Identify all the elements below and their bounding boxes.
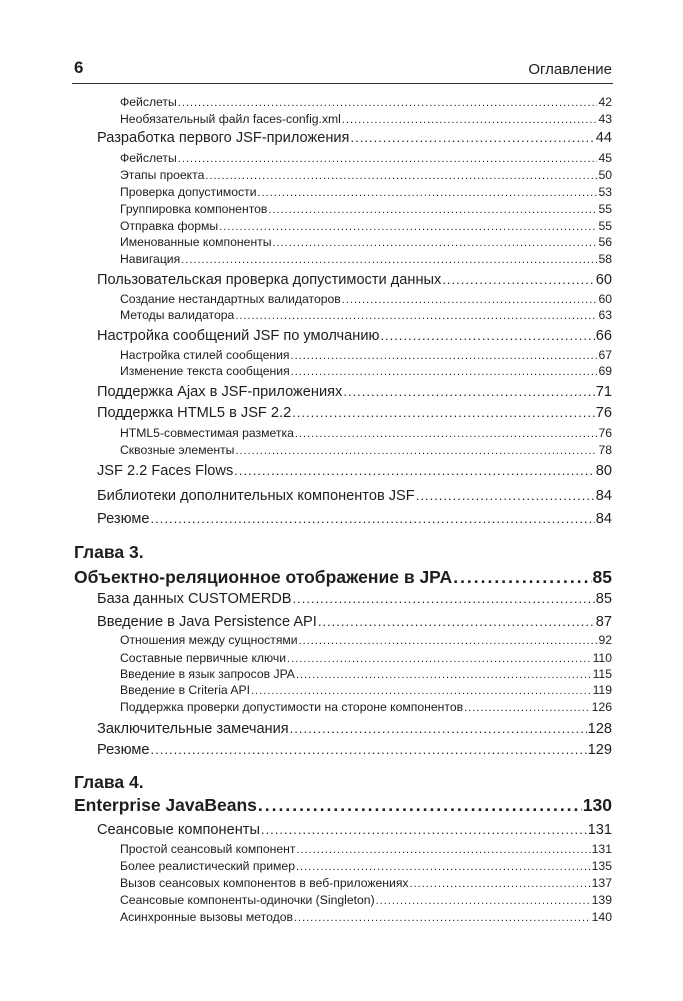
entry-page-number: 43 xyxy=(598,112,612,126)
toc-chapter-entry xyxy=(74,567,612,588)
dot-leader xyxy=(181,254,597,266)
toc-section-entry xyxy=(97,463,612,479)
dot-leader xyxy=(292,405,595,420)
dot-leader xyxy=(296,669,592,681)
entry-title: Простой сеансовый компонент xyxy=(120,842,296,856)
dot-leader xyxy=(235,445,597,457)
dot-leader xyxy=(291,350,598,362)
dot-leader xyxy=(291,366,598,378)
entry-page-number: 139 xyxy=(591,893,612,907)
entry-page-number: 131 xyxy=(591,842,612,856)
dot-leader xyxy=(293,591,595,606)
entry-page-number: 71 xyxy=(595,384,612,400)
chapter-label: Глава 3. xyxy=(74,542,144,562)
entry-title: Фейслеты xyxy=(120,95,177,109)
dot-leader xyxy=(151,511,595,526)
dot-leader xyxy=(295,428,598,440)
entry-page-number: 56 xyxy=(598,235,612,249)
dot-leader xyxy=(318,614,595,629)
dot-leader xyxy=(268,204,597,216)
entry-title: Объектно-реляционное отображение в JPA xyxy=(74,567,453,587)
entry-title: Поддержка HTML5 в JSF 2.2 xyxy=(97,405,292,421)
entry-page-number: 131 xyxy=(587,822,612,838)
entry-page-number: 50 xyxy=(598,168,612,182)
toc-section-entry xyxy=(97,591,612,607)
dot-leader xyxy=(299,635,598,647)
entry-page-number: 135 xyxy=(591,859,612,873)
toc-subsection-entry xyxy=(120,95,612,109)
entry-title: Отправка формы xyxy=(120,219,219,233)
entry-title: Фейслеты xyxy=(120,151,177,165)
entry-page-number: 63 xyxy=(598,308,612,322)
entry-page-number: 53 xyxy=(598,185,612,199)
toc-section-entry xyxy=(97,742,612,758)
entry-page-number: 80 xyxy=(595,463,612,479)
entry-page-number: 85 xyxy=(592,567,612,587)
entry-title: Резюме xyxy=(97,511,150,527)
toc-subsection-entry xyxy=(120,667,612,681)
toc-subsection-entry xyxy=(120,893,612,907)
toc-subsection-entry xyxy=(120,364,612,378)
entry-title: HTML5-совместимая разметка xyxy=(120,426,294,440)
entry-page-number: 55 xyxy=(598,219,612,233)
entry-page-number: 78 xyxy=(598,443,612,457)
entry-page-number: 66 xyxy=(595,328,612,344)
entry-page-number: 67 xyxy=(598,348,612,362)
entry-title: Поддержка проверки допустимости на стороне компонентов xyxy=(120,700,464,714)
toc-subsection-entry xyxy=(120,859,612,873)
dot-leader xyxy=(442,272,594,287)
dot-leader xyxy=(261,822,587,837)
entry-page-number: 58 xyxy=(598,252,612,266)
entry-title: Резюме xyxy=(97,742,150,758)
dot-leader xyxy=(453,567,591,588)
entry-page-number: 55 xyxy=(598,202,612,216)
entry-page-number: 84 xyxy=(595,511,612,527)
toc-section-entry xyxy=(97,511,612,527)
entry-title: Библиотеки дополнительных компонентов JSF xyxy=(97,488,415,504)
entry-title: Настройка стилей сообщения xyxy=(120,348,290,362)
entry-title: Введение в Criteria API xyxy=(120,683,251,697)
entry-title: JSF 2.2 Faces Flows xyxy=(97,463,234,479)
entry-page-number: 119 xyxy=(592,683,612,697)
dot-leader xyxy=(235,310,597,322)
toc-section-entry xyxy=(97,721,612,737)
toc-section-entry xyxy=(97,328,612,344)
toc-subsection-entry xyxy=(120,308,612,322)
entry-title: Сквозные элементы xyxy=(120,443,235,457)
toc-section-entry xyxy=(97,488,612,504)
toc-subsection-entry xyxy=(120,219,612,233)
running-header-title: Оглавление xyxy=(528,61,612,78)
dot-leader xyxy=(380,328,594,343)
entry-page-number: 140 xyxy=(591,910,612,924)
entry-title: Изменение текста сообщения xyxy=(120,364,290,378)
entry-title: Пользовательская проверка допустимости данных xyxy=(97,272,442,288)
toc-section-entry xyxy=(97,272,612,288)
page-number: 6 xyxy=(74,58,84,77)
toc-section-entry xyxy=(97,614,612,630)
entry-title: Заключительные замечания xyxy=(97,721,289,737)
header-divider xyxy=(72,83,613,84)
entry-title: База данных CUSTOMERDB xyxy=(97,591,292,607)
dot-leader xyxy=(273,237,598,249)
entry-page-number: 44 xyxy=(595,130,612,146)
toc-subsection-entry xyxy=(120,633,612,647)
toc-subsection-entry xyxy=(120,202,612,216)
entry-page-number: 115 xyxy=(592,667,612,681)
toc-section-entry xyxy=(97,822,612,838)
toc-subsection-entry xyxy=(120,842,612,856)
chapter-label: Глава 4. xyxy=(74,772,144,792)
dot-leader xyxy=(287,653,591,665)
dot-leader xyxy=(416,488,595,503)
entry-title: Поддержка Ajax в JSF-приложениях xyxy=(97,384,343,400)
toc-subsection-entry xyxy=(120,876,612,890)
dot-leader xyxy=(178,153,598,165)
dot-leader xyxy=(343,384,594,399)
toc-subsection-entry xyxy=(120,185,612,199)
entry-page-number: 110 xyxy=(592,651,612,665)
entry-page-number: 128 xyxy=(587,721,612,737)
toc-chapter-entry xyxy=(74,795,612,816)
toc-subsection-entry xyxy=(120,168,612,182)
entry-page-number: 137 xyxy=(591,876,612,890)
toc-subsection-entry xyxy=(120,151,612,165)
toc-subsection-entry xyxy=(120,112,612,126)
entry-title: Отношения между сущностями xyxy=(120,633,298,647)
entry-page-number: 85 xyxy=(595,591,612,607)
entry-title: Этапы проекта xyxy=(120,168,205,182)
toc-subsection-entry xyxy=(120,252,612,266)
toc-subsection-entry xyxy=(120,443,612,457)
toc-section-entry xyxy=(97,405,612,421)
dot-leader xyxy=(219,221,597,233)
toc-section-entry xyxy=(97,130,612,146)
entry-page-number: 60 xyxy=(598,292,612,306)
entry-page-number: 42 xyxy=(598,95,612,109)
entry-title: Сеансовые компоненты-одиночки (Singleton) xyxy=(120,893,375,907)
entry-page-number: 76 xyxy=(598,426,612,440)
dot-leader xyxy=(296,844,590,856)
entry-title: Группировка компонентов xyxy=(120,202,268,216)
dot-leader xyxy=(251,685,592,697)
entry-page-number: 130 xyxy=(582,795,612,815)
entry-title: Создание нестандартных валидаторов xyxy=(120,292,341,306)
dot-leader xyxy=(258,187,598,199)
dot-leader xyxy=(178,97,598,109)
entry-page-number: 126 xyxy=(591,700,612,714)
entry-title: Необязательный файл faces-config.xml xyxy=(120,112,341,126)
entry-title: Enterprise JavaBeans xyxy=(74,795,257,815)
entry-title: Введение в язык запросов JPA xyxy=(120,667,295,681)
entry-title: Разработка первого JSF-приложения xyxy=(97,130,350,146)
entry-title: Вызов сеансовых компонентов в веб-приложениях xyxy=(120,876,409,890)
toc-subsection-entry xyxy=(120,910,612,924)
dot-leader xyxy=(376,895,591,907)
entry-page-number: 45 xyxy=(598,151,612,165)
toc-subsection-entry xyxy=(120,235,612,249)
entry-title: Более реалистический пример xyxy=(120,859,295,873)
dot-leader xyxy=(294,912,591,924)
dot-leader xyxy=(258,795,582,816)
entry-page-number: 129 xyxy=(587,742,612,758)
dot-leader xyxy=(464,702,591,714)
entry-page-number: 60 xyxy=(595,272,612,288)
toc-subsection-entry xyxy=(120,683,612,697)
toc-subsection-entry xyxy=(120,348,612,362)
dot-leader xyxy=(342,294,598,306)
toc-subsection-entry xyxy=(120,292,612,306)
entry-title: Составные первичные ключи xyxy=(120,651,287,665)
dot-leader xyxy=(290,721,587,736)
entry-title: Сеансовые компоненты xyxy=(97,822,260,838)
toc-subsection-entry xyxy=(120,651,612,665)
dot-leader xyxy=(342,114,598,126)
entry-title: Настройка сообщений JSF по умолчанию xyxy=(97,328,380,344)
entry-title: Проверка допустимости xyxy=(120,185,257,199)
entry-title: Навигация xyxy=(120,252,181,266)
entry-title: Асинхронные вызовы методов xyxy=(120,910,293,924)
entry-title: Введение в Java Persistence API xyxy=(97,614,317,630)
dot-leader xyxy=(151,742,587,757)
dot-leader xyxy=(296,861,591,873)
entry-page-number: 87 xyxy=(595,614,612,630)
entry-page-number: 69 xyxy=(598,364,612,378)
entry-title: Именованные компоненты xyxy=(120,235,272,249)
toc-subsection-entry xyxy=(120,426,612,440)
dot-leader xyxy=(410,878,591,890)
entry-page-number: 92 xyxy=(598,633,612,647)
entry-page-number: 76 xyxy=(595,405,612,421)
entry-page-number: 84 xyxy=(595,488,612,504)
dot-leader xyxy=(234,463,595,478)
dot-leader xyxy=(205,170,597,182)
dot-leader xyxy=(350,130,594,145)
toc-subsection-entry xyxy=(120,700,612,714)
entry-title: Методы валидатора xyxy=(120,308,235,322)
toc-section-entry xyxy=(97,384,612,400)
